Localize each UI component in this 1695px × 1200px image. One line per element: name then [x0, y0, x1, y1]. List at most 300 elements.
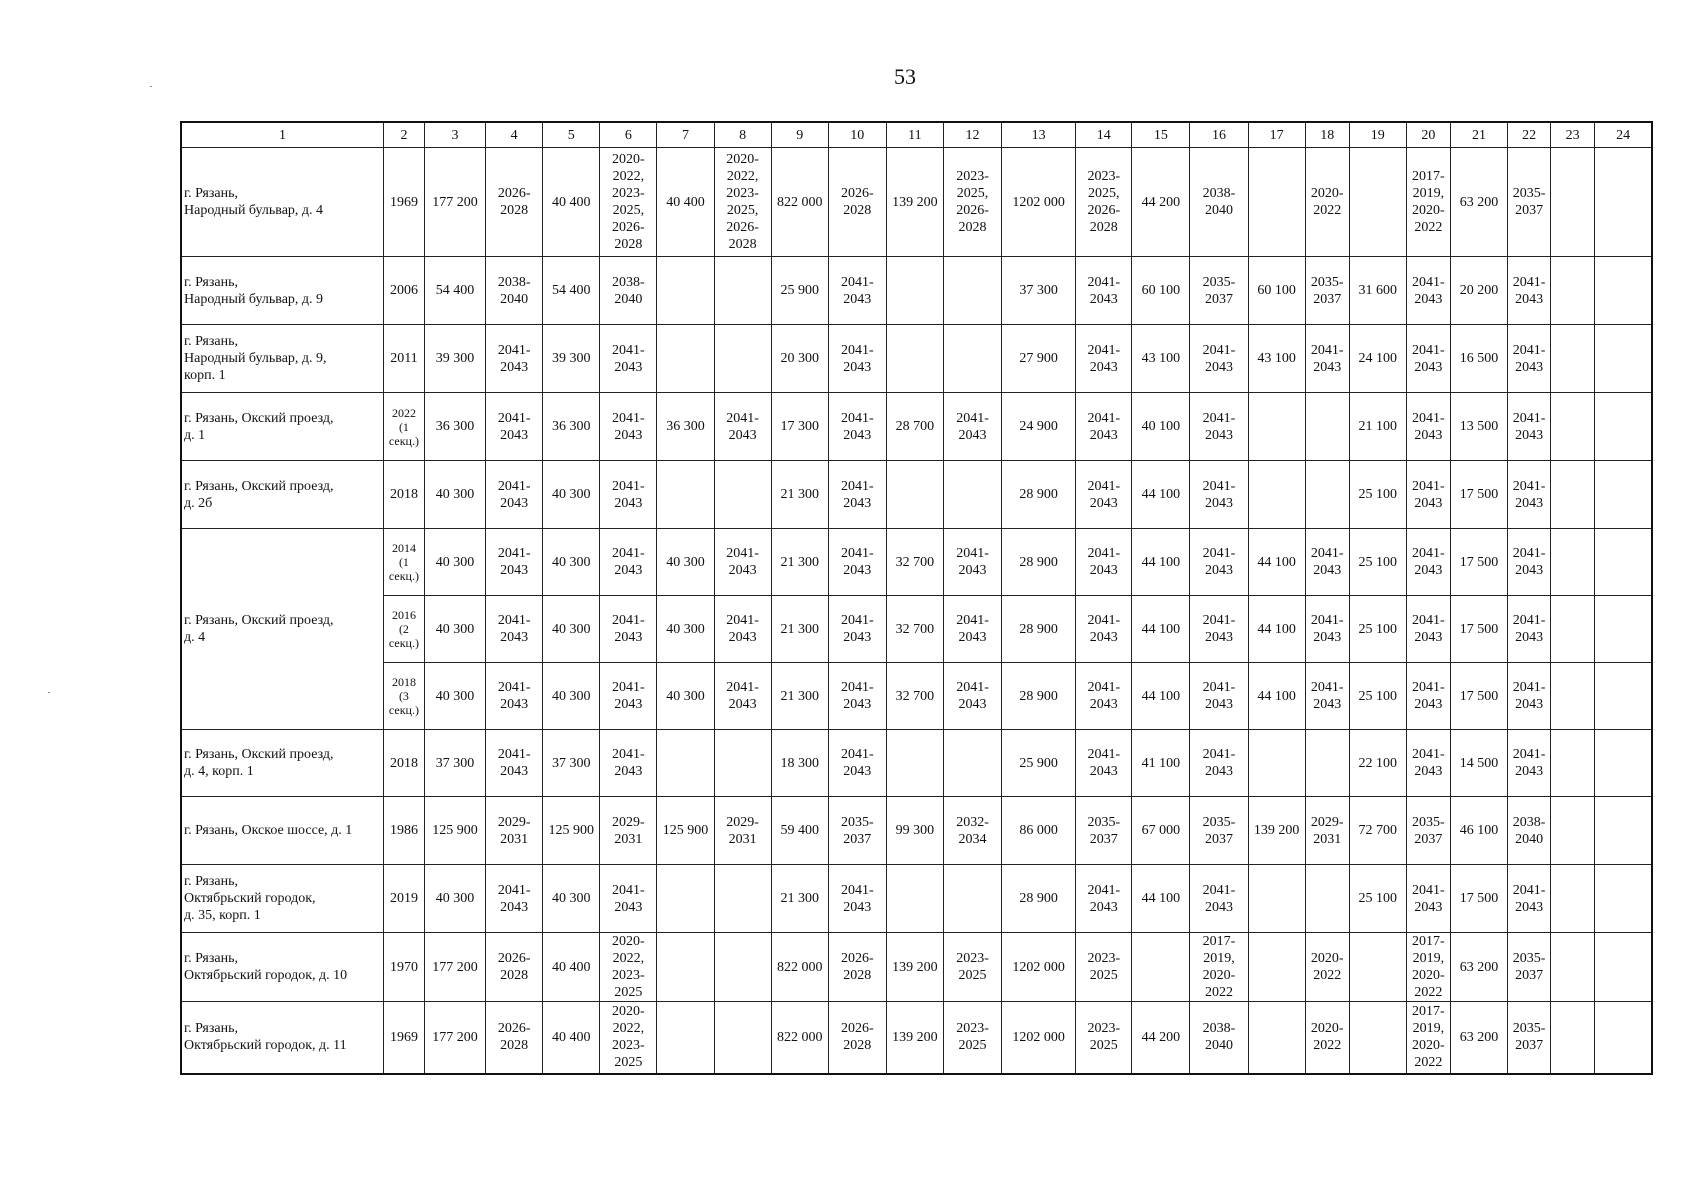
value-cell: 125 900	[424, 797, 485, 865]
value-cell: 32 700	[886, 663, 943, 730]
address-cell: г. Рязань, Окский проезд, д. 2б	[181, 461, 383, 529]
value-cell: 2041- 2043	[600, 325, 657, 393]
value-cell: 40 300	[424, 865, 485, 933]
value-cell	[943, 730, 1001, 797]
value-cell: 2041- 2043	[600, 393, 657, 461]
column-number-header: 16	[1190, 122, 1248, 148]
value-cell: 2041- 2043	[1076, 461, 1132, 529]
value-cell: 44 100	[1132, 596, 1190, 663]
value-cell: 2041- 2043	[486, 730, 543, 797]
value-cell: 37 300	[1002, 257, 1076, 325]
value-cell: 21 300	[771, 663, 828, 730]
column-number-header: 21	[1450, 122, 1507, 148]
value-cell	[1305, 865, 1349, 933]
value-cell: 40 400	[543, 1002, 600, 1074]
value-cell: 2041- 2043	[486, 325, 543, 393]
value-cell: 2041- 2043	[1406, 257, 1450, 325]
table-row	[181, 596, 1652, 663]
value-cell: 37 300	[424, 730, 485, 797]
value-cell: 40 400	[543, 148, 600, 257]
value-cell	[714, 325, 771, 393]
value-cell: 125 900	[657, 797, 714, 865]
value-cell: 2035- 2037	[1508, 148, 1551, 257]
value-cell	[1595, 1002, 1652, 1074]
value-cell	[1551, 529, 1595, 596]
value-cell: 17 300	[771, 393, 828, 461]
value-cell: 2041- 2043	[1190, 461, 1248, 529]
value-cell: 36 300	[657, 393, 714, 461]
column-number-header: 19	[1349, 122, 1406, 148]
value-cell	[1551, 148, 1595, 257]
value-cell: 2041- 2043	[714, 529, 771, 596]
value-cell	[943, 257, 1001, 325]
value-cell: 54 400	[424, 257, 485, 325]
value-cell	[886, 325, 943, 393]
value-cell	[714, 865, 771, 933]
value-cell	[1132, 933, 1190, 1002]
year-cell: 2014 (1 секц.)	[383, 529, 424, 596]
value-cell: 2041- 2043	[1508, 257, 1551, 325]
value-cell: 21 300	[771, 865, 828, 933]
value-cell	[657, 257, 714, 325]
value-cell: 25 100	[1349, 529, 1406, 596]
value-cell: 2038- 2040	[486, 257, 543, 325]
value-cell: 2020- 2022	[1305, 1002, 1349, 1074]
value-cell: 28 900	[1002, 529, 1076, 596]
value-cell: 177 200	[424, 1002, 485, 1074]
housing-repair-schedule-table	[180, 121, 1653, 1075]
value-cell: 2041- 2043	[1190, 596, 1248, 663]
value-cell: 21 300	[771, 529, 828, 596]
value-cell: 25 100	[1349, 865, 1406, 933]
scan-artifact	[48, 692, 50, 693]
year-cell: 2018	[383, 730, 424, 797]
value-cell: 2041- 2043	[1190, 393, 1248, 461]
value-cell: 2041- 2043	[600, 461, 657, 529]
value-cell: 2041- 2043	[828, 325, 886, 393]
value-cell: 2041- 2043	[1305, 596, 1349, 663]
value-cell	[657, 1002, 714, 1074]
value-cell: 2029- 2031	[486, 797, 543, 865]
address-cell: г. Рязань, Октябрьский городок, д. 11	[181, 1002, 383, 1074]
value-cell: 2041- 2043	[600, 730, 657, 797]
value-cell: 2020- 2022, 2023- 2025	[600, 933, 657, 1002]
value-cell: 36 300	[543, 393, 600, 461]
value-cell: 25 100	[1349, 663, 1406, 730]
value-cell: 2041- 2043	[486, 596, 543, 663]
value-cell: 63 200	[1450, 1002, 1507, 1074]
table-row	[181, 325, 1652, 393]
value-cell: 2023- 2025	[1076, 1002, 1132, 1074]
value-cell: 40 300	[543, 865, 600, 933]
value-cell: 2026- 2028	[486, 1002, 543, 1074]
value-cell: 2035- 2037	[1305, 257, 1349, 325]
value-cell: 86 000	[1002, 797, 1076, 865]
value-cell: 2026- 2028	[828, 933, 886, 1002]
value-cell: 2041- 2043	[943, 529, 1001, 596]
value-cell: 177 200	[424, 933, 485, 1002]
value-cell: 2041- 2043	[1406, 393, 1450, 461]
value-cell	[1595, 596, 1652, 663]
value-cell: 20 300	[771, 325, 828, 393]
value-cell: 2020- 2022	[1305, 148, 1349, 257]
value-cell: 17 500	[1450, 596, 1507, 663]
value-cell: 2041- 2043	[1190, 865, 1248, 933]
column-number-header: 11	[886, 122, 943, 148]
value-cell: 43 100	[1132, 325, 1190, 393]
column-number-row	[181, 122, 1652, 148]
value-cell: 2041- 2043	[828, 257, 886, 325]
value-cell	[1551, 663, 1595, 730]
year-cell: 2006	[383, 257, 424, 325]
year-cell: 1970	[383, 933, 424, 1002]
value-cell: 41 100	[1132, 730, 1190, 797]
value-cell: 1202 000	[1002, 933, 1076, 1002]
table-row	[181, 1002, 1652, 1074]
value-cell: 2041- 2043	[1190, 730, 1248, 797]
year-cell: 1969	[383, 148, 424, 257]
value-cell: 21 300	[771, 461, 828, 529]
value-cell: 2041- 2043	[1508, 730, 1551, 797]
value-cell: 2041- 2043	[1076, 325, 1132, 393]
value-cell: 139 200	[886, 933, 943, 1002]
value-cell: 44 100	[1132, 529, 1190, 596]
value-cell: 2041- 2043	[1076, 730, 1132, 797]
column-number-header: 24	[1595, 122, 1652, 148]
value-cell: 139 200	[1248, 797, 1305, 865]
value-cell: 2020- 2022, 2023- 2025, 2026- 2028	[714, 148, 771, 257]
value-cell	[657, 730, 714, 797]
value-cell	[1248, 148, 1305, 257]
value-cell: 24 900	[1002, 393, 1076, 461]
value-cell	[714, 730, 771, 797]
value-cell: 139 200	[886, 148, 943, 257]
value-cell: 2041- 2043	[1190, 529, 1248, 596]
column-number-header: 9	[771, 122, 828, 148]
column-number-header: 7	[657, 122, 714, 148]
year-cell: 2018	[383, 461, 424, 529]
value-cell: 18 300	[771, 730, 828, 797]
value-cell: 2017- 2019, 2020- 2022	[1406, 933, 1450, 1002]
value-cell: 24 100	[1349, 325, 1406, 393]
value-cell: 2041- 2043	[1508, 865, 1551, 933]
address-cell: г. Рязань, Окское шоссе, д. 1	[181, 797, 383, 865]
value-cell: 822 000	[771, 1002, 828, 1074]
value-cell	[1551, 461, 1595, 529]
value-cell: 99 300	[886, 797, 943, 865]
value-cell: 13 500	[1450, 393, 1507, 461]
value-cell: 2041- 2043	[1508, 325, 1551, 393]
value-cell: 2041- 2043	[1406, 529, 1450, 596]
table-row	[181, 393, 1652, 461]
value-cell: 17 500	[1450, 663, 1507, 730]
value-cell: 2041- 2043	[1406, 663, 1450, 730]
column-number-header: 15	[1132, 122, 1190, 148]
value-cell: 2041- 2043	[1305, 325, 1349, 393]
column-number-header: 4	[486, 122, 543, 148]
value-cell: 2041- 2043	[828, 865, 886, 933]
value-cell	[1595, 148, 1652, 257]
column-number-header: 1	[181, 122, 383, 148]
column-number-header: 23	[1551, 122, 1595, 148]
value-cell: 28 900	[1002, 865, 1076, 933]
value-cell	[1551, 865, 1595, 933]
value-cell: 21 300	[771, 596, 828, 663]
value-cell	[1305, 730, 1349, 797]
value-cell: 40 300	[424, 461, 485, 529]
value-cell: 2023- 2025	[943, 933, 1001, 1002]
value-cell: 72 700	[1349, 797, 1406, 865]
value-cell	[1595, 325, 1652, 393]
value-cell: 40 300	[543, 663, 600, 730]
value-cell	[1305, 461, 1349, 529]
table-body	[181, 122, 1652, 1074]
table-row	[181, 257, 1652, 325]
value-cell	[943, 325, 1001, 393]
value-cell: 2041- 2043	[600, 529, 657, 596]
value-cell	[1248, 461, 1305, 529]
value-cell	[886, 257, 943, 325]
value-cell: 2023- 2025	[1076, 933, 1132, 1002]
value-cell: 28 700	[886, 393, 943, 461]
value-cell: 2038- 2040	[1508, 797, 1551, 865]
table-row	[181, 148, 1652, 257]
value-cell	[657, 461, 714, 529]
value-cell: 25 100	[1349, 596, 1406, 663]
year-cell: 1986	[383, 797, 424, 865]
value-cell: 2041- 2043	[486, 663, 543, 730]
value-cell	[1248, 933, 1305, 1002]
column-number-header: 17	[1248, 122, 1305, 148]
value-cell: 2029- 2031	[1305, 797, 1349, 865]
value-cell	[1551, 797, 1595, 865]
value-cell: 2020- 2022	[1305, 933, 1349, 1002]
value-cell: 17 500	[1450, 529, 1507, 596]
value-cell: 2041- 2043	[714, 663, 771, 730]
value-cell: 16 500	[1450, 325, 1507, 393]
value-cell: 2041- 2043	[1406, 461, 1450, 529]
value-cell: 40 400	[543, 933, 600, 1002]
value-cell: 2041- 2043	[600, 596, 657, 663]
value-cell: 39 300	[424, 325, 485, 393]
value-cell	[1595, 663, 1652, 730]
value-cell	[1551, 393, 1595, 461]
value-cell: 2041- 2043	[714, 596, 771, 663]
value-cell	[1551, 325, 1595, 393]
column-number-header: 13	[1002, 122, 1076, 148]
value-cell: 40 300	[657, 529, 714, 596]
value-cell: 2041- 2043	[828, 730, 886, 797]
address-cell: г. Рязань, Окский проезд, д. 4, корп. 1	[181, 730, 383, 797]
column-number-header: 3	[424, 122, 485, 148]
value-cell: 2041- 2043	[1508, 529, 1551, 596]
value-cell: 60 100	[1132, 257, 1190, 325]
value-cell: 2041- 2043	[486, 393, 543, 461]
value-cell: 43 100	[1248, 325, 1305, 393]
value-cell: 2029- 2031	[600, 797, 657, 865]
value-cell	[1551, 596, 1595, 663]
value-cell: 2041- 2043	[1076, 257, 1132, 325]
year-cell: 2018 (3 секц.)	[383, 663, 424, 730]
address-cell: г. Рязань, Октябрьский городок, д. 35, корп. 1	[181, 865, 383, 933]
column-number-header: 20	[1406, 122, 1450, 148]
value-cell: 2029- 2031	[714, 797, 771, 865]
value-cell: 2038- 2040	[600, 257, 657, 325]
address-cell: г. Рязань, Окский проезд, д. 1	[181, 393, 383, 461]
value-cell	[1349, 1002, 1406, 1074]
value-cell	[1595, 865, 1652, 933]
table-row	[181, 933, 1652, 1002]
value-cell	[1551, 1002, 1595, 1074]
value-cell: 2041- 2043	[1076, 663, 1132, 730]
value-cell	[1349, 933, 1406, 1002]
value-cell: 2041- 2043	[1406, 730, 1450, 797]
table-row	[181, 529, 1652, 596]
value-cell: 63 200	[1450, 148, 1507, 257]
value-cell: 2041- 2043	[486, 529, 543, 596]
value-cell: 2038- 2040	[1190, 148, 1248, 257]
value-cell	[1595, 257, 1652, 325]
value-cell	[943, 461, 1001, 529]
value-cell: 1202 000	[1002, 148, 1076, 257]
value-cell: 2041- 2043	[1076, 865, 1132, 933]
value-cell: 21 100	[1349, 393, 1406, 461]
value-cell	[714, 933, 771, 1002]
column-number-header: 14	[1076, 122, 1132, 148]
value-cell: 44 100	[1248, 663, 1305, 730]
value-cell: 40 100	[1132, 393, 1190, 461]
value-cell	[886, 865, 943, 933]
value-cell: 139 200	[886, 1002, 943, 1074]
column-number-header: 18	[1305, 122, 1349, 148]
value-cell: 2041- 2043	[1508, 596, 1551, 663]
value-cell	[714, 461, 771, 529]
value-cell: 2035- 2037	[1190, 797, 1248, 865]
value-cell: 36 300	[424, 393, 485, 461]
value-cell: 2017- 2019, 2020- 2022	[1406, 1002, 1450, 1074]
value-cell: 2041- 2043	[943, 663, 1001, 730]
value-cell: 2041- 2043	[828, 393, 886, 461]
value-cell	[886, 461, 943, 529]
value-cell: 822 000	[771, 148, 828, 257]
value-cell: 2035- 2037	[1406, 797, 1450, 865]
value-cell: 2041- 2043	[1305, 529, 1349, 596]
value-cell: 2041- 2043	[1190, 325, 1248, 393]
value-cell: 2041- 2043	[714, 393, 771, 461]
value-cell: 2035- 2037	[828, 797, 886, 865]
value-cell: 46 100	[1450, 797, 1507, 865]
value-cell	[1305, 393, 1349, 461]
column-number-header: 12	[943, 122, 1001, 148]
value-cell	[1595, 933, 1652, 1002]
value-cell: 14 500	[1450, 730, 1507, 797]
year-cell: 1969	[383, 1002, 424, 1074]
value-cell: 44 100	[1132, 663, 1190, 730]
value-cell: 2041- 2043	[828, 461, 886, 529]
value-cell	[1349, 148, 1406, 257]
value-cell: 44 200	[1132, 1002, 1190, 1074]
value-cell	[1595, 393, 1652, 461]
value-cell: 2035- 2037	[1190, 257, 1248, 325]
address-cell: г. Рязань, Народный бульвар, д. 4	[181, 148, 383, 257]
value-cell: 2041- 2043	[1508, 663, 1551, 730]
value-cell: 32 700	[886, 596, 943, 663]
table-row	[181, 730, 1652, 797]
value-cell	[1595, 461, 1652, 529]
value-cell: 2032- 2034	[943, 797, 1001, 865]
value-cell: 2041- 2043	[1076, 393, 1132, 461]
value-cell: 2041- 2043	[1190, 663, 1248, 730]
value-cell: 25 900	[1002, 730, 1076, 797]
value-cell	[886, 730, 943, 797]
value-cell: 2026- 2028	[828, 148, 886, 257]
value-cell: 44 100	[1248, 529, 1305, 596]
value-cell	[1551, 257, 1595, 325]
value-cell: 40 300	[657, 663, 714, 730]
address-cell: г. Рязань, Окский проезд, д. 4	[181, 529, 383, 730]
value-cell: 2041- 2043	[1305, 663, 1349, 730]
value-cell: 822 000	[771, 933, 828, 1002]
value-cell: 37 300	[543, 730, 600, 797]
value-cell: 2026- 2028	[828, 1002, 886, 1074]
value-cell	[1551, 730, 1595, 797]
value-cell	[1595, 529, 1652, 596]
value-cell: 40 300	[543, 461, 600, 529]
value-cell: 2041- 2043	[1406, 596, 1450, 663]
value-cell: 40 300	[424, 596, 485, 663]
year-cell: 2011	[383, 325, 424, 393]
value-cell: 39 300	[543, 325, 600, 393]
value-cell: 27 900	[1002, 325, 1076, 393]
value-cell: 40 300	[424, 529, 485, 596]
value-cell: 2041- 2043	[1508, 393, 1551, 461]
value-cell: 40 300	[543, 596, 600, 663]
value-cell: 2041- 2043	[943, 393, 1001, 461]
value-cell	[1248, 393, 1305, 461]
value-cell: 2041- 2043	[486, 461, 543, 529]
address-cell: г. Рязань, Октябрьский городок, д. 10	[181, 933, 383, 1002]
value-cell: 2041- 2043	[600, 663, 657, 730]
column-number-header: 2	[383, 122, 424, 148]
column-number-header: 6	[600, 122, 657, 148]
value-cell: 22 100	[1349, 730, 1406, 797]
value-cell: 40 300	[424, 663, 485, 730]
value-cell: 2041- 2043	[486, 865, 543, 933]
value-cell	[714, 1002, 771, 1074]
value-cell: 63 200	[1450, 933, 1507, 1002]
value-cell: 2017- 2019, 2020- 2022	[1406, 148, 1450, 257]
value-cell: 2017- 2019, 2020- 2022	[1190, 933, 1248, 1002]
value-cell: 60 100	[1248, 257, 1305, 325]
value-cell: 40 300	[543, 529, 600, 596]
value-cell: 28 900	[1002, 596, 1076, 663]
value-cell: 2023- 2025, 2026- 2028	[943, 148, 1001, 257]
column-number-header: 8	[714, 122, 771, 148]
value-cell: 2041- 2043	[828, 529, 886, 596]
value-cell: 40 400	[657, 148, 714, 257]
value-cell	[1248, 730, 1305, 797]
value-cell: 2035- 2037	[1508, 1002, 1551, 1074]
value-cell: 25 100	[1349, 461, 1406, 529]
table-row	[181, 865, 1652, 933]
year-cell: 2019	[383, 865, 424, 933]
value-cell: 2038- 2040	[1190, 1002, 1248, 1074]
value-cell: 59 400	[771, 797, 828, 865]
value-cell	[1595, 730, 1652, 797]
value-cell: 2041- 2043	[828, 663, 886, 730]
value-cell: 2020- 2022, 2023- 2025, 2026- 2028	[600, 148, 657, 257]
value-cell: 177 200	[424, 148, 485, 257]
